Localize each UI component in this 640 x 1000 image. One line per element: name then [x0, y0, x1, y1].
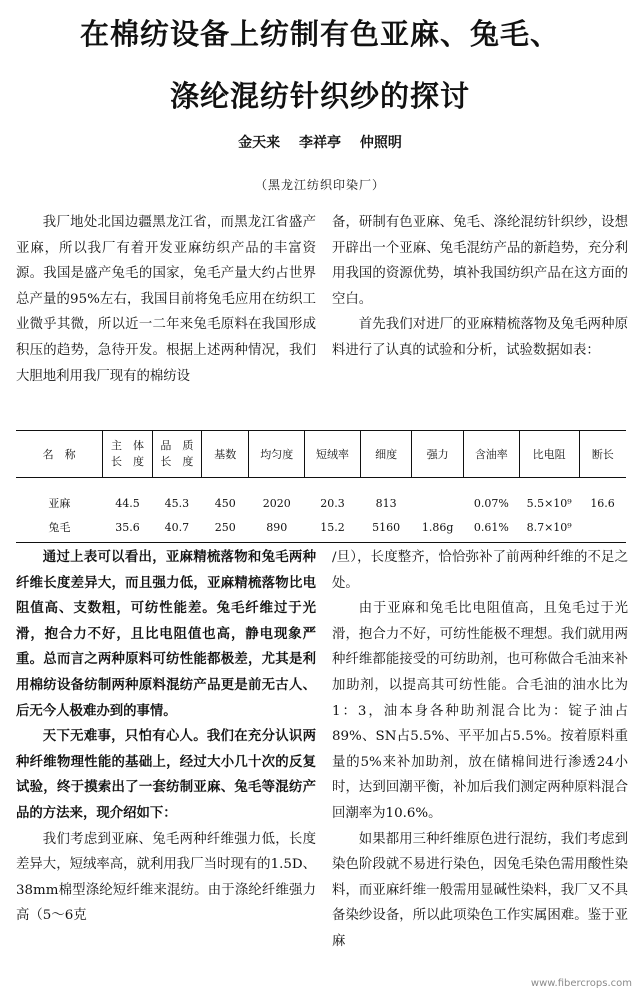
authors [0, 132, 640, 152]
cell-fineness: 5160 [360, 515, 412, 543]
author-1: 金天来 [238, 135, 281, 151]
cell-uniformity: 2020 [262, 496, 291, 510]
intro-right-column [332, 210, 628, 364]
cell-resistivity: 5.5×10⁹ [526, 496, 572, 510]
cell-main-length: 35.6 [103, 515, 152, 543]
cell-quality-length: 40.7 [152, 515, 201, 543]
cell-oil-content: 0.61% [463, 515, 519, 543]
cell-strength [412, 478, 464, 516]
header-short-fiber: 短绒率 [305, 431, 361, 478]
intro-right-paragraph-1: 备，研制有色亚麻、兔毛、涤纶混纺针织纱，设想开辟出一个亚麻、兔毛混纺产品的新趋势，充分利用我国的资源优势，填补我国纺织产品在这方面的空白。 [332, 215, 628, 307]
body-right-paragraph-3: 如果都用三种纤维原色进行混纺，我们考虑到染色阶段就不易进行染色，因兔毛染色需用酸性染料，而亚麻纤维一般需用显碱性染料，我厂又不具备染纱设备，所以此项染色工作实属困难。鉴于亚麻 [332, 831, 628, 949]
body-right-paragraph-1: /旦），长度整齐，恰恰弥补了前两种纤维的不足之处。 [332, 550, 628, 591]
header-uniformity: 均匀度 [249, 431, 305, 478]
author-3: 仲照明 [359, 135, 402, 151]
header-resistivity: 比电阻 [519, 431, 579, 478]
header-elongation: 断长 [579, 431, 626, 478]
cell-elongation [579, 515, 626, 543]
body-left-paragraph-1: 通过上表可以看出，亚麻精梳落物和兔毛两种纤维长度差异大，而且强力低，亚麻精梳落物比电阻值高、支数粗，可纺性能差。兔毛纤维过于光滑，抱合力不好，且比电阻值也高，静电现象严重。总而言之两种原料可纺性能都极差，尤其是利用棉纺设备纺制两种原料混纺产品更是前无古人、后无今人极难办到的事情。 [16, 549, 316, 719]
cell-fineness: 813 [375, 496, 397, 510]
cell-strength: 1.86g [412, 515, 464, 543]
intro-right-paragraph-2: 首先我们对进厂的亚麻精梳落物及兔毛两种原料进行了认真的试验和分析，试验数据如表： [332, 317, 628, 358]
header-name: 名 称 [16, 431, 103, 478]
cell-short-fiber: 20.3 [320, 496, 345, 510]
cell-uniformity: 890 [249, 515, 305, 543]
author-2: 李祥亭 [299, 135, 341, 151]
cell-count: 250 [202, 515, 249, 543]
intro-left-paragraph: 我厂地处北国边疆黑龙江省，而黑龙江省盛产亚麻，所以我厂有着开发亚麻纺织产品的丰富资源。我国是盛产兔毛的国家，兔毛产量大约占世界总产量的95%左右，我国目前将兔毛应用在纺织工业微乎其微，所以近一二年来兔毛原料在我国形成积压的趋势，急待开发。根据上述两种情况，我们大胆地利用我厂现有的棉纺设 [16, 215, 316, 384]
header-strength: 强力 [412, 431, 464, 478]
cell-short-fiber: 15.2 [305, 515, 361, 543]
body-left-paragraph-2: 天下无难事，只怕有心人。我们在充分认识两种纤维物理性能的基础上，经过大小几十次的反复试验，终于摸索出了一套纺制亚麻、兔毛等混纺产品的方法来，现介绍如下： [16, 728, 316, 821]
cell-main-length: 44.5 [115, 496, 140, 510]
body-left-column [16, 545, 316, 929]
header-fineness: 细度 [360, 431, 412, 478]
cell-quality-length: 45.3 [164, 496, 190, 510]
cell-oil-content: 0.07% [473, 496, 509, 510]
header-oil-content: 含油率 [463, 431, 519, 478]
table-row [16, 478, 626, 516]
intro-left-column [16, 210, 316, 389]
cell-name: 亚麻 [48, 497, 71, 510]
header-main-length: 主 体 长 度 [103, 431, 152, 478]
watermark: www.fibercrops.com [530, 978, 632, 989]
header-count: 基数 [202, 431, 249, 478]
table-row [16, 515, 626, 543]
table-header-row [16, 431, 626, 478]
affiliation: （黑龙江纺织印染厂） [254, 178, 385, 192]
cell-resistivity: 8.7×10⁹ [519, 515, 579, 543]
cell-name: 兔毛 [16, 515, 103, 543]
title-line-1: 在棉纺设备上纺制有色亚麻、兔毛、 [79, 17, 560, 51]
body-right-paragraph-2: 由于亚麻和兔毛比电阻值高，且兔毛过于光滑，抱合力不好，可纺性能极不理想。我们就用两种纤维都能接受的可纺助剂，也可称做合毛油来补加助剂，以提高其可纺性能。合毛油的油水比为1：3，油本身各种助剂混合比为：锭子油占89%、SN占5.5%、平平加占5.5%。按着原料重量的5%来补加助剂，放在储棉间进行渗透24小时，达到回潮平衡，补加后我们测定两种原料混合回潮率为10.6%。 [332, 601, 628, 821]
fiber-test-table [16, 430, 626, 543]
cell-elongation: 16.6 [590, 496, 615, 510]
cell-count: 450 [214, 496, 236, 510]
body-right-column [332, 545, 628, 955]
title-line-2: 涤纶混纺针织纱的探讨 [169, 79, 470, 113]
header-quality-length: 品 质 长 度 [152, 431, 201, 478]
body-left-paragraph-3: 我们考虑到亚麻、兔毛两种纤维强力低，长度差异大，短绒率高，就利用我厂当时现有的1.5D、38mm棉型涤纶短纤维来混纺。由于涤纶纤维强力高（5～6克 [16, 831, 316, 924]
